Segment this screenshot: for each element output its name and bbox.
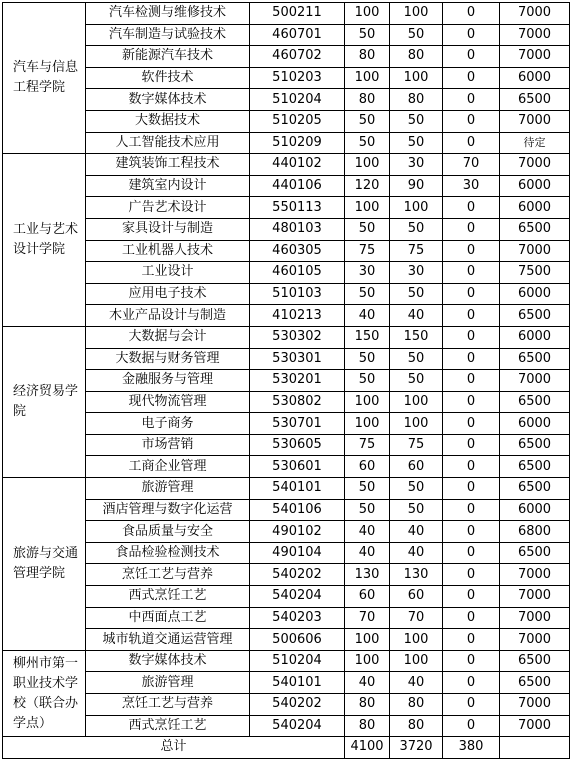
major-name-cell: 工业设计 xyxy=(86,262,250,284)
major-name-cell: 大数据与财务管理 xyxy=(86,348,250,370)
major-name-cell: 烹饪工艺与营养 xyxy=(86,694,250,716)
major-name-cell: 城市轨道交通运营管理 xyxy=(86,629,250,651)
major-code-cell: 460701 xyxy=(250,24,345,46)
fee-cell: 6500 xyxy=(500,89,570,111)
plan-count-cell: 100 xyxy=(345,413,390,435)
plan-count-cell: 75 xyxy=(345,240,390,262)
plan-count-cell: 100 xyxy=(345,197,390,219)
fee-cell: 6500 xyxy=(500,478,570,500)
major-name-cell: 西式烹饪工艺 xyxy=(86,715,250,737)
table-row xyxy=(3,3,570,25)
col-count2-cell: 0 xyxy=(443,521,500,543)
table-row xyxy=(3,218,570,240)
table-row xyxy=(3,586,570,608)
college-name-cell: 旅游与交通管理学院 xyxy=(3,478,86,651)
plan-count-cell: 40 xyxy=(345,672,390,694)
fee-cell: 7000 xyxy=(500,240,570,262)
plan-count-cell: 80 xyxy=(345,694,390,716)
plan-count-cell: 60 xyxy=(345,456,390,478)
major-name-cell: 旅游管理 xyxy=(86,672,250,694)
table-row xyxy=(3,154,570,176)
col-count-cell: 130 xyxy=(390,564,443,586)
plan-count-cell: 50 xyxy=(345,499,390,521)
fee-cell: 6500 xyxy=(500,542,570,564)
plan-count-cell: 80 xyxy=(345,46,390,68)
major-code-cell: 510203 xyxy=(250,67,345,89)
col-count-cell: 75 xyxy=(390,240,443,262)
major-code-cell: 540202 xyxy=(250,694,345,716)
col-count-cell: 150 xyxy=(390,326,443,348)
fee-cell: 7000 xyxy=(500,629,570,651)
major-code-cell: 460305 xyxy=(250,240,345,262)
col-count-cell: 100 xyxy=(390,3,443,25)
col-count2-cell: 0 xyxy=(443,283,500,305)
fee-cell: 7000 xyxy=(500,586,570,608)
col-count-cell: 40 xyxy=(390,521,443,543)
major-code-cell: 500606 xyxy=(250,629,345,651)
fee-cell: 6000 xyxy=(500,67,570,89)
major-code-cell: 460702 xyxy=(250,46,345,68)
col-count2-cell: 0 xyxy=(443,240,500,262)
table-row xyxy=(3,326,570,348)
major-code-cell: 540101 xyxy=(250,672,345,694)
col-count-cell: 100 xyxy=(390,391,443,413)
college-name-cell: 经济贸易学院 xyxy=(3,326,86,477)
major-code-cell: 490104 xyxy=(250,542,345,564)
col-count-cell: 80 xyxy=(390,694,443,716)
major-code-cell: 530605 xyxy=(250,434,345,456)
fee-cell: 7000 xyxy=(500,564,570,586)
major-code-cell: 510204 xyxy=(250,89,345,111)
plan-count-cell: 50 xyxy=(345,370,390,392)
col-count2-cell: 0 xyxy=(443,218,500,240)
plan-count-cell: 130 xyxy=(345,564,390,586)
total-fee-cell xyxy=(500,737,570,759)
col-count2-cell: 0 xyxy=(443,499,500,521)
plan-count-cell: 100 xyxy=(345,3,390,25)
table-row xyxy=(3,650,570,672)
table-row xyxy=(3,283,570,305)
major-name-cell: 大数据与会计 xyxy=(86,326,250,348)
col-count-cell: 50 xyxy=(390,499,443,521)
col-count-cell: 100 xyxy=(390,67,443,89)
major-code-cell: 550113 xyxy=(250,197,345,219)
fee-cell: 7000 xyxy=(500,694,570,716)
col-count2-cell: 0 xyxy=(443,262,500,284)
major-code-cell: 460105 xyxy=(250,262,345,284)
major-name-cell: 应用电子技术 xyxy=(86,283,250,305)
fee-cell: 6500 xyxy=(500,218,570,240)
table-body xyxy=(3,3,570,759)
col-count2-cell: 0 xyxy=(443,607,500,629)
fee-cell: 6000 xyxy=(500,175,570,197)
col-count-cell: 50 xyxy=(390,132,443,154)
plan-count-cell: 50 xyxy=(345,283,390,305)
major-name-cell: 西式烹饪工艺 xyxy=(86,586,250,608)
col-count-cell: 30 xyxy=(390,262,443,284)
col-count2-cell: 0 xyxy=(443,132,500,154)
table-row xyxy=(3,348,570,370)
col-count2-cell: 0 xyxy=(443,370,500,392)
major-name-cell: 建筑装饰工程技术 xyxy=(86,154,250,176)
major-code-cell: 510205 xyxy=(250,110,345,132)
plan-count-cell: 80 xyxy=(345,715,390,737)
major-name-cell: 烹饪工艺与营养 xyxy=(86,564,250,586)
major-code-cell: 490102 xyxy=(250,521,345,543)
col-count-cell: 75 xyxy=(390,434,443,456)
table-row xyxy=(3,478,570,500)
major-name-cell: 汽车检测与维修技术 xyxy=(86,3,250,25)
major-name-cell: 酒店管理与数字化运营 xyxy=(86,499,250,521)
table-row xyxy=(3,110,570,132)
col-count-cell: 50 xyxy=(390,24,443,46)
table-row xyxy=(3,197,570,219)
col-count-cell: 70 xyxy=(390,607,443,629)
col-count2-cell: 0 xyxy=(443,89,500,111)
fee-cell: 6500 xyxy=(500,434,570,456)
col-count-cell: 100 xyxy=(390,413,443,435)
col-count-cell: 40 xyxy=(390,672,443,694)
table-row xyxy=(3,434,570,456)
major-name-cell: 软件技术 xyxy=(86,67,250,89)
plan-count-cell: 120 xyxy=(345,175,390,197)
col-count2-cell: 0 xyxy=(443,305,500,327)
major-code-cell: 540204 xyxy=(250,586,345,608)
col-count-cell: 100 xyxy=(390,650,443,672)
table-row xyxy=(3,629,570,651)
major-name-cell: 食品检验检测技术 xyxy=(86,542,250,564)
plan-count-cell: 100 xyxy=(345,391,390,413)
col-count-cell: 90 xyxy=(390,175,443,197)
major-code-cell: 530302 xyxy=(250,326,345,348)
fee-cell: 6000 xyxy=(500,413,570,435)
col-count2-cell: 0 xyxy=(443,694,500,716)
col-count2-cell: 0 xyxy=(443,391,500,413)
col-count2-cell: 0 xyxy=(443,348,500,370)
col-count2-cell: 0 xyxy=(443,650,500,672)
table-row xyxy=(3,413,570,435)
plan-count-cell: 100 xyxy=(345,154,390,176)
major-name-cell: 现代物流管理 xyxy=(86,391,250,413)
col-count2-cell: 0 xyxy=(443,110,500,132)
col-count-cell: 30 xyxy=(390,154,443,176)
plan-count-cell: 60 xyxy=(345,586,390,608)
col-count2-cell: 0 xyxy=(443,564,500,586)
fee-cell: 7000 xyxy=(500,154,570,176)
fee-cell: 7000 xyxy=(500,370,570,392)
table-row xyxy=(3,132,570,154)
major-name-cell: 数字媒体技术 xyxy=(86,650,250,672)
major-name-cell: 食品质量与安全 xyxy=(86,521,250,543)
fee-cell: 6000 xyxy=(500,326,570,348)
fee-cell: 6800 xyxy=(500,521,570,543)
plan-count-cell: 75 xyxy=(345,434,390,456)
major-code-cell: 510204 xyxy=(250,650,345,672)
col-count2-cell: 0 xyxy=(443,586,500,608)
col-count2-cell: 0 xyxy=(443,24,500,46)
plan-count-cell: 100 xyxy=(345,650,390,672)
table-row xyxy=(3,672,570,694)
fee-cell: 6500 xyxy=(500,456,570,478)
plan-count-cell: 150 xyxy=(345,326,390,348)
col-count-cell: 50 xyxy=(390,110,443,132)
col-count-cell: 50 xyxy=(390,218,443,240)
fee-cell: 7000 xyxy=(500,110,570,132)
table-row xyxy=(3,694,570,716)
col-count2-cell: 0 xyxy=(443,629,500,651)
plan-count-cell: 50 xyxy=(345,478,390,500)
table-row xyxy=(3,564,570,586)
col-count2-cell: 0 xyxy=(443,672,500,694)
table-row xyxy=(3,305,570,327)
plan-count-cell: 70 xyxy=(345,607,390,629)
total-col3-cell: 380 xyxy=(443,737,500,759)
col-count2-cell: 30 xyxy=(443,175,500,197)
table-row xyxy=(3,391,570,413)
major-code-cell: 540106 xyxy=(250,499,345,521)
table-row xyxy=(3,262,570,284)
fee-cell: 6500 xyxy=(500,391,570,413)
major-name-cell: 数字媒体技术 xyxy=(86,89,250,111)
major-code-cell: 540202 xyxy=(250,564,345,586)
fee-cell: 6000 xyxy=(500,283,570,305)
major-name-cell: 汽车制造与试验技术 xyxy=(86,24,250,46)
major-code-cell: 530701 xyxy=(250,413,345,435)
major-name-cell: 家具设计与制造 xyxy=(86,218,250,240)
major-name-cell: 市场营销 xyxy=(86,434,250,456)
col-count2-cell: 0 xyxy=(443,456,500,478)
plan-count-cell: 50 xyxy=(345,24,390,46)
fee-cell: 6000 xyxy=(500,499,570,521)
table-row xyxy=(3,67,570,89)
total-col2-cell: 3720 xyxy=(390,737,443,759)
major-code-cell: 530301 xyxy=(250,348,345,370)
plan-count-cell: 50 xyxy=(345,218,390,240)
major-name-cell: 工业机器人技术 xyxy=(86,240,250,262)
table-row xyxy=(3,521,570,543)
major-code-cell: 530201 xyxy=(250,370,345,392)
fee-cell: 7000 xyxy=(500,24,570,46)
fee-cell: 7000 xyxy=(500,46,570,68)
college-name-cell: 汽车与信息工程学院 xyxy=(3,3,86,154)
major-name-cell: 金融服务与管理 xyxy=(86,370,250,392)
table-row xyxy=(3,499,570,521)
major-code-cell: 540204 xyxy=(250,715,345,737)
table-row xyxy=(3,175,570,197)
col-count-cell: 40 xyxy=(390,542,443,564)
major-name-cell: 广告艺术设计 xyxy=(86,197,250,219)
col-count-cell: 50 xyxy=(390,348,443,370)
major-name-cell: 旅游管理 xyxy=(86,478,250,500)
table-row xyxy=(3,240,570,262)
plan-count-cell: 80 xyxy=(345,89,390,111)
major-code-cell: 440102 xyxy=(250,154,345,176)
total-row xyxy=(3,737,570,759)
fee-cell: 7000 xyxy=(500,715,570,737)
col-count2-cell: 0 xyxy=(443,434,500,456)
major-name-cell: 木业产品设计与制造 xyxy=(86,305,250,327)
major-name-cell: 中西面点工艺 xyxy=(86,607,250,629)
major-code-cell: 510209 xyxy=(250,132,345,154)
col-count-cell: 50 xyxy=(390,370,443,392)
major-name-cell: 建筑室内设计 xyxy=(86,175,250,197)
col-count-cell: 80 xyxy=(390,89,443,111)
col-count2-cell: 0 xyxy=(443,478,500,500)
major-name-cell: 工商企业管理 xyxy=(86,456,250,478)
enrollment-table xyxy=(2,2,570,759)
college-name-cell: 柳州市第一职业技术学校（联合办学点） xyxy=(3,650,86,736)
plan-count-cell: 50 xyxy=(345,132,390,154)
fee-cell: 6000 xyxy=(500,197,570,219)
table-row xyxy=(3,370,570,392)
table-row xyxy=(3,456,570,478)
col-count2-cell: 70 xyxy=(443,154,500,176)
plan-count-cell: 50 xyxy=(345,110,390,132)
fee-cell: 7000 xyxy=(500,607,570,629)
fee-cell: 6500 xyxy=(500,672,570,694)
col-count2-cell: 0 xyxy=(443,542,500,564)
major-name-cell: 新能源汽车技术 xyxy=(86,46,250,68)
major-name-cell: 电子商务 xyxy=(86,413,250,435)
col-count-cell: 40 xyxy=(390,305,443,327)
table-row xyxy=(3,24,570,46)
college-name-cell: 工业与艺术设计学院 xyxy=(3,154,86,327)
major-code-cell: 500211 xyxy=(250,3,345,25)
col-count-cell: 50 xyxy=(390,283,443,305)
fee-cell: 待定 xyxy=(500,132,570,154)
plan-count-cell: 40 xyxy=(345,305,390,327)
table-row xyxy=(3,607,570,629)
table-row xyxy=(3,542,570,564)
col-count-cell: 50 xyxy=(390,478,443,500)
col-count-cell: 100 xyxy=(390,629,443,651)
table-row xyxy=(3,715,570,737)
total-label: 总计 xyxy=(3,737,345,759)
plan-count-cell: 30 xyxy=(345,262,390,284)
col-count2-cell: 0 xyxy=(443,46,500,68)
col-count-cell: 80 xyxy=(390,715,443,737)
fee-cell: 6500 xyxy=(500,348,570,370)
major-code-cell: 530802 xyxy=(250,391,345,413)
col-count2-cell: 0 xyxy=(443,197,500,219)
table-row xyxy=(3,46,570,68)
col-count-cell: 60 xyxy=(390,586,443,608)
col-count2-cell: 0 xyxy=(443,413,500,435)
col-count-cell: 80 xyxy=(390,46,443,68)
major-code-cell: 530601 xyxy=(250,456,345,478)
table-row xyxy=(3,89,570,111)
major-code-cell: 540101 xyxy=(250,478,345,500)
fee-cell: 7000 xyxy=(500,3,570,25)
col-count-cell: 60 xyxy=(390,456,443,478)
major-code-cell: 440106 xyxy=(250,175,345,197)
fee-cell: 7500 xyxy=(500,262,570,284)
plan-count-cell: 100 xyxy=(345,67,390,89)
col-count2-cell: 0 xyxy=(443,67,500,89)
col-count-cell: 100 xyxy=(390,197,443,219)
fee-cell: 6500 xyxy=(500,305,570,327)
plan-count-cell: 40 xyxy=(345,521,390,543)
major-code-cell: 410213 xyxy=(250,305,345,327)
col-count2-cell: 0 xyxy=(443,326,500,348)
major-name-cell: 人工智能技术应用 xyxy=(86,132,250,154)
major-code-cell: 540203 xyxy=(250,607,345,629)
major-code-cell: 510103 xyxy=(250,283,345,305)
major-name-cell: 大数据技术 xyxy=(86,110,250,132)
plan-count-cell: 100 xyxy=(345,629,390,651)
total-plan-cell: 4100 xyxy=(345,737,390,759)
plan-count-cell: 40 xyxy=(345,542,390,564)
plan-count-cell: 50 xyxy=(345,348,390,370)
major-code-cell: 480103 xyxy=(250,218,345,240)
col-count2-cell: 0 xyxy=(443,715,500,737)
col-count2-cell: 0 xyxy=(443,3,500,25)
fee-cell: 6500 xyxy=(500,650,570,672)
